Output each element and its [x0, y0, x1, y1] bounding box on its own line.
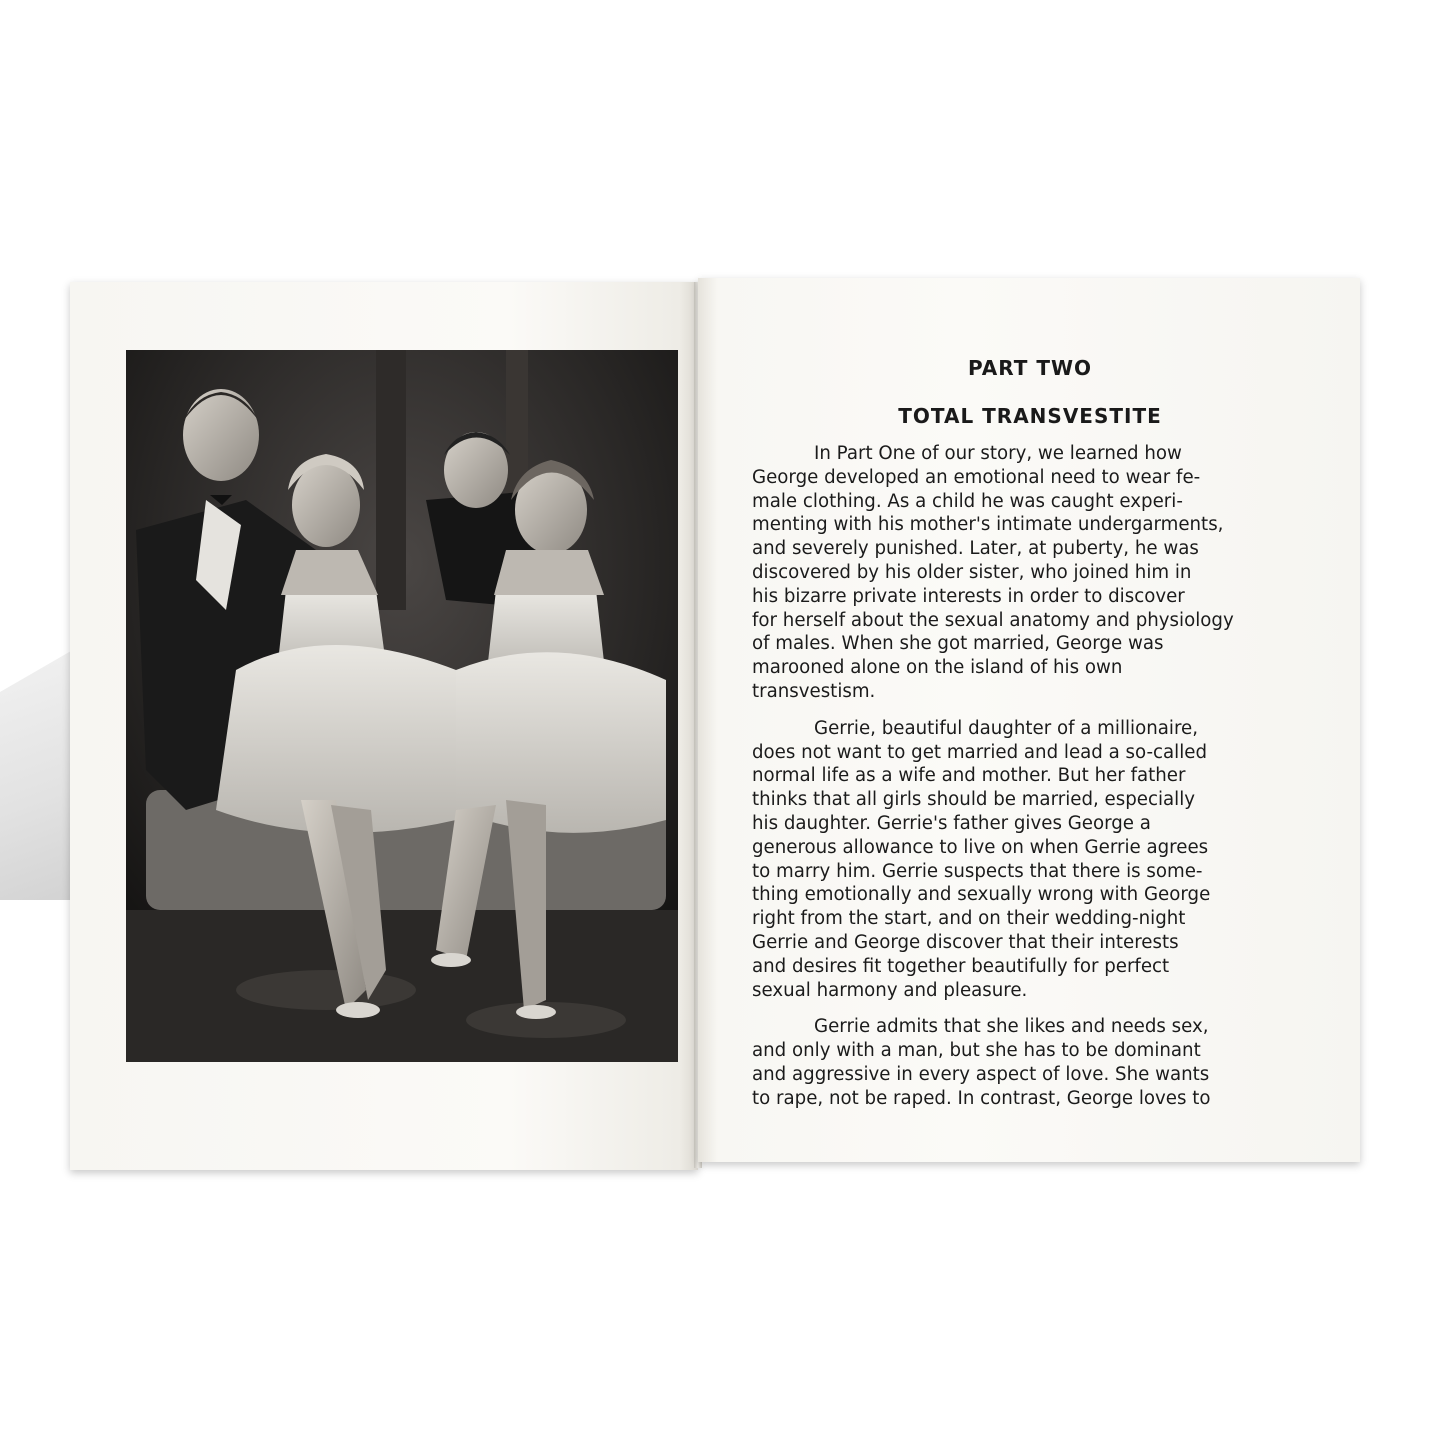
body-text [752, 442, 1312, 1124]
paragraph-3 [752, 1015, 1312, 1110]
paragraph-2 [752, 717, 1312, 1003]
chapter-title: TOTAL TRANSVESTITE [898, 404, 1162, 428]
text-line: his bizarre private interests in order to discover [752, 585, 1185, 607]
text-line: Gerrie and George discover that their interests [752, 931, 1179, 953]
text-line: marooned alone on the island of his own [752, 657, 1123, 679]
text-line: does not want to get married and lead a so-called [752, 741, 1208, 763]
text-line: and desires fit together beautifully for perfect [752, 955, 1170, 977]
text-line: Gerrie, beautiful daughter of a millionaire, [814, 717, 1199, 739]
text-line: to rape, not be raped. In contrast, George loves to [752, 1087, 1211, 1109]
text-line: right from the start, and on their wedding-night [752, 908, 1186, 930]
text-line: thing emotionally and sexually wrong with George [752, 884, 1211, 906]
text-line: George developed an emotional need to wear fe- [752, 466, 1201, 488]
text-line: Gerrie admits that she likes and needs sex, [814, 1016, 1209, 1038]
text-line: discovered by his older sister, who joined him in [752, 561, 1192, 583]
text-line: In Part One of our story, we learned how [814, 443, 1182, 464]
text-line: normal life as a wife and mother. But her father [752, 765, 1186, 787]
text-line: his daughter. Gerrie's father gives George a [752, 812, 1151, 834]
text-line: to marry him. Gerrie suspects that there is some- [752, 860, 1203, 882]
text-line: and aggressive in every aspect of love. She wants [752, 1063, 1210, 1085]
text-line: generous allowance to live on when Gerrie agrees [752, 836, 1209, 858]
black-and-white-photo [126, 350, 678, 1062]
text-line: thinks that all girls should be married, especially [752, 789, 1196, 811]
text-line: and only with a man, but she has to be dominant [752, 1040, 1201, 1062]
text-line: menting with his mother's intimate undergarments, [752, 514, 1224, 536]
text-line: for herself about the sexual anatomy and physiology [752, 609, 1234, 631]
paragraph-1 [752, 442, 1312, 704]
photo-illustration [126, 350, 678, 1062]
part-heading: PART TWO [967, 356, 1093, 380]
text-line: transvestism. [752, 680, 876, 702]
text-line: male clothing. As a child he was caught experi- [752, 490, 1183, 512]
text-line: and severely punished. Later, at puberty, he was [752, 538, 1199, 560]
text-line: of males. When she got married, George was [752, 633, 1164, 655]
text-line: sexual harmony and pleasure. [752, 979, 1028, 1001]
